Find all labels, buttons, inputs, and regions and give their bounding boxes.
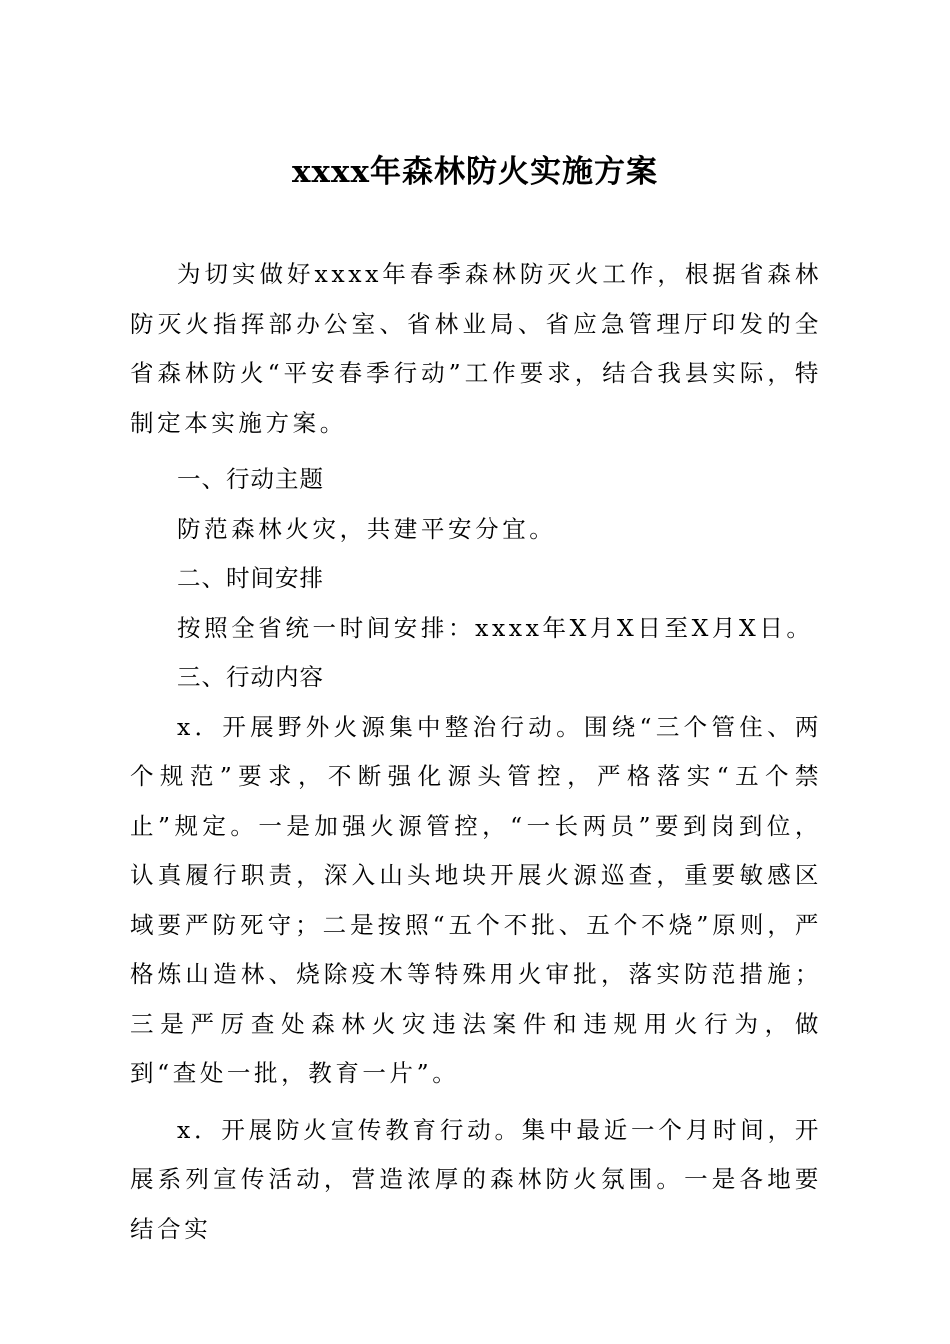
content-item-publicity: x．开展防火宣传教育行动。集中最近一个月时间，开展系列宣传活动，营造浓厚的森林防火氛围。一是各地要结合实 — [130, 1115, 822, 1243]
content-item-fire-source: x．开展野外火源集中整治行动。围绕“三个管住、两个规范”要求，不断强化源头管控，严格落实“五个禁止”规定。一是加强火源管控，“一长两员”要到岗到位，认真履行职责，深入山头地块开展火源巡查，重要敏感区域要严防死守；二是按照“五个不批、五个不烧”原则，严格炼山造林、烧除疫木等特殊用火审批，落实防范措施；三是严厉查处森林火灾违法案件和违规用火行为，做到“查处一批，教育一片”。 — [130, 712, 822, 1087]
section-heading-theme: 一、行动主题 — [177, 465, 324, 493]
intro-paragraph: 为切实做好xxxx年春季森林防灭火工作，根据省森林防灭火指挥部办公室、省林业局、省应急管理厅印发的全省森林防火“平安春季行动”工作要求，结合我县实际，特制定本实施方案。 — [130, 260, 822, 437]
document-body — [130, 250, 822, 1254]
section-heading-content: 三、行动内容 — [177, 663, 324, 691]
section-heading-schedule: 二、时间安排 — [177, 564, 324, 592]
section-text-schedule: 按照全省统一时间安排：xxxx年X月X日至X月X日。 — [177, 613, 814, 642]
document-title: xxxx年森林防火实施方案 — [292, 154, 658, 190]
section-text-theme: 防范森林火灾，共建平安分宜。 — [177, 514, 557, 543]
